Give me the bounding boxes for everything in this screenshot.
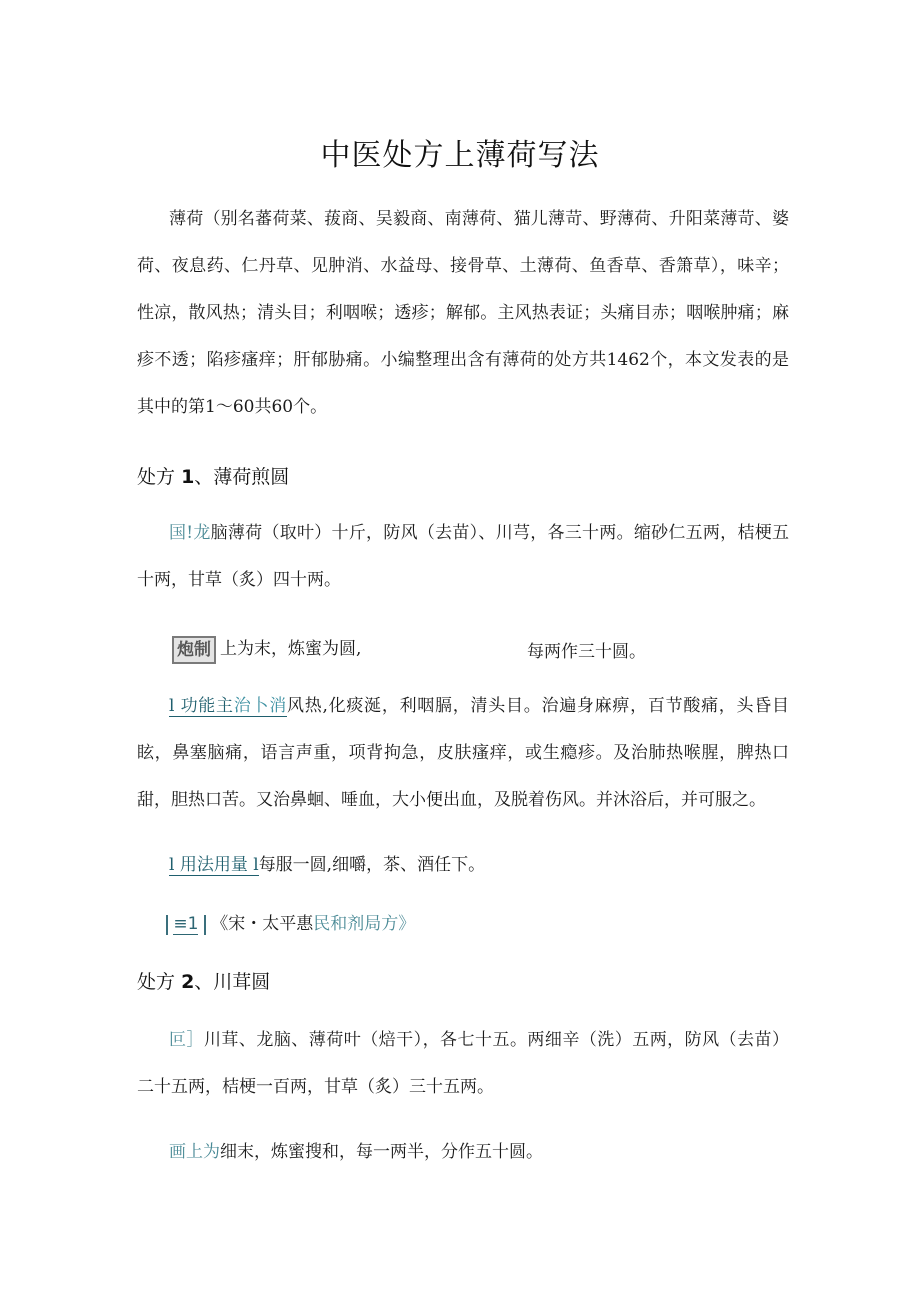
recipe-1-preparation-text-a: 上为末，炼蜜为圆, [220, 639, 362, 659]
recipe-2-preparation-text: 细末，炼蜜搜和，每一两半，分作五十圆。 [220, 1142, 543, 1162]
recipe-1-function-text: 风热,化痰涎，利咽膈，清头目。治遍身麻痹，百节酸痛，头昏目眩，鼻塞脑痛，语言声重，项背拘急，皮肤瘙痒，或生瘾疹。及治肺热喉腥，脾热口甜，胆热口苦。又治鼻蛔、唾血，大小便出血，及脱着伤风。并沐浴后，并可服之。 [137, 696, 790, 810]
recipe-1-ingredients-text: 脑薄荷（取叶）十斤，防风（去苗）、川芎，各三十两。缩砂仁五两，桔梗五十两，甘草（炙）四十两。 [137, 523, 789, 590]
recipe-1-heading [137, 462, 289, 489]
recipe-1-source [166, 909, 415, 935]
recipe-2-ingredients [137, 1017, 789, 1111]
recipe-1-heading-prefix: 处方 [137, 466, 176, 488]
recipe-1-ingredients-label: 国!龙 [169, 523, 211, 543]
function-label: l 功能主 [169, 696, 234, 716]
recipe-1-source-text-a: 《宋・太平惠 [211, 914, 314, 934]
recipe-2-ingredients-text: 川茸、龙脑、薄荷叶（焙干），各七十五。两细辛（洗）五两，防风（去苗）二十五两，桔梗一百两，甘草（炙）三十五两。 [137, 1030, 790, 1097]
source-bar-right [204, 915, 206, 935]
recipe-1-usage [169, 850, 485, 875]
preparation-badge: 炮制 [172, 636, 216, 664]
recipe-1-source-text-b: 民和剂局方》 [313, 914, 416, 934]
intro-paragraph: 薄荷（别名蕃荷菜、菝商、吴毅商、南薄荷、猫儿薄苛、野薄荷、升阳菜薄苛、婆荷、夜息药、仁丹草、见肿消、水益母、接骨草、土薄荷、鱼香草、香箫草），味辛；性凉，散风热；清头目；利咽喉；透疹；解郁。主风热表证；头痛目赤；咽喉肿痛；麻疹不透；陷疹瘙痒；肝郁胁痛。小编整理出含有薄荷的处方共1462个，本文发表的是其中的第1～60共60个。 [137, 209, 789, 417]
page-title: 中医处方上薄荷写法 [320, 138, 600, 173]
recipe-2-ingredients-label: 叵］ [169, 1030, 204, 1050]
recipe-1-heading-number: 1 [181, 466, 195, 488]
usage-label: l 用法用量 l [169, 855, 259, 875]
recipe-1-preparation [172, 634, 361, 664]
source-bar-left [166, 915, 168, 935]
recipe-1-usage-text: 每服一圆,细嚼，茶、酒任下。 [258, 855, 486, 875]
recipe-1-ingredients [137, 510, 789, 604]
function-label-link: 治卜消 [233, 696, 288, 716]
recipe-1-preparation-text-b: 每两作三十圆。 [527, 642, 646, 662]
recipe-2-heading [137, 967, 270, 994]
recipe-2-preparation [169, 1137, 543, 1162]
recipe-2-heading-prefix: 处方 [137, 971, 176, 993]
recipe-1-heading-name: 、薄荷煎圆 [194, 466, 290, 488]
recipe-2-heading-name: 、川茸圆 [194, 971, 271, 993]
source-label: ≡1 [173, 914, 199, 934]
recipe-2-heading-number: 2 [181, 971, 195, 993]
recipe-1-function [137, 683, 789, 824]
recipe-2-preparation-label: 画上为 [169, 1142, 220, 1162]
